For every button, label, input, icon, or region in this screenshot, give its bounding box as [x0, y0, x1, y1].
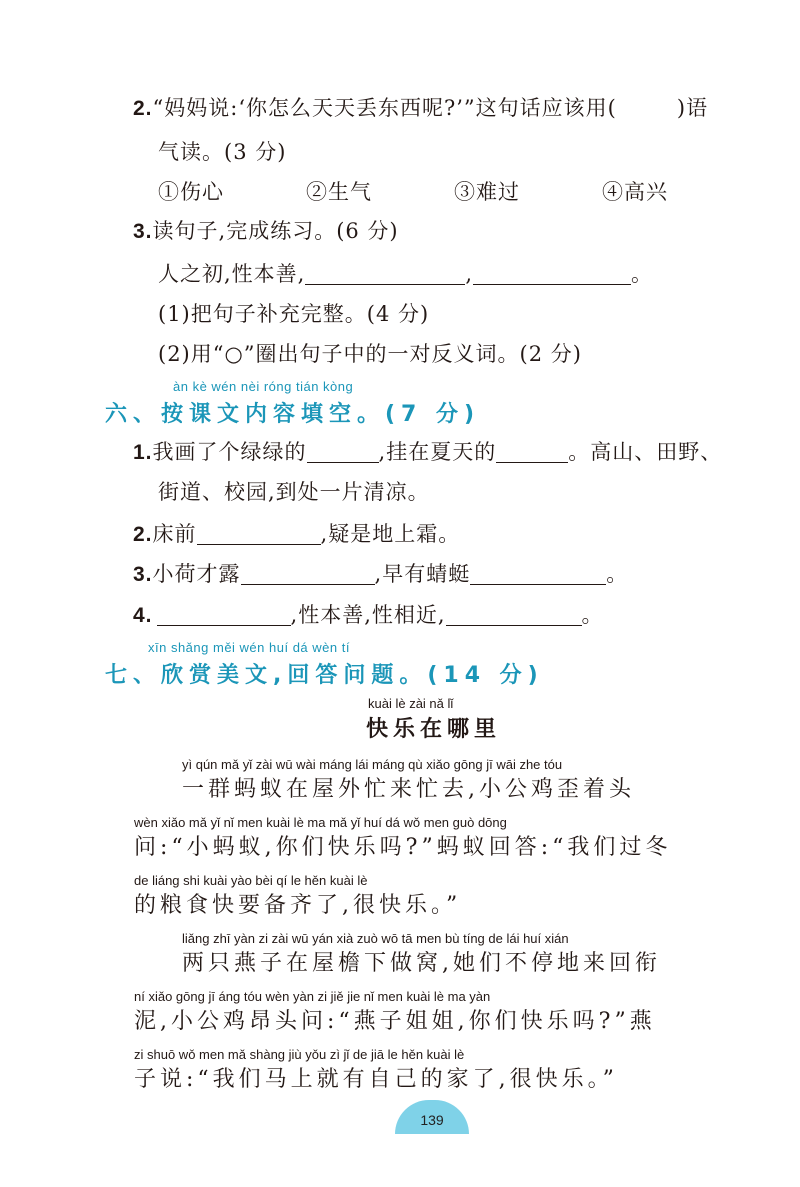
- article-line2: 问:“小蚂蚁,你们快乐吗?”蚂蚁回答:“我们过冬: [134, 835, 672, 860]
- s6-item2-number: 2.: [133, 523, 153, 546]
- s6-item1-blank-1[interactable]: [307, 440, 379, 463]
- q2-option-3[interactable]: ③难过: [454, 180, 520, 204]
- q3-title-line: [133, 217, 399, 246]
- article-title: 快乐在哪里: [366, 717, 502, 742]
- article-line5: 泥,小公鸡昂头问:“燕子姐姐,你们快乐吗?”燕: [134, 1009, 656, 1034]
- q3-sub1: (1)把句子补充完整。(4 分): [158, 302, 430, 326]
- s6-item2-text-b: ,疑是地上霜。: [320, 522, 461, 546]
- q3-title: 读句子,完成练习。(6 分): [152, 219, 399, 243]
- s6-item3-number: 3.: [133, 563, 153, 586]
- article-line1-pinyin: yì qún mǎ yǐ zài wū wài máng lái máng qù xiǎo gōng jī wāi zhe tóu: [182, 757, 563, 772]
- s6-item1-number: 1.: [133, 441, 153, 464]
- article-line1: 一群蚂蚁在屋外忙来忙去,小公鸡歪着头: [182, 777, 635, 802]
- section6-title: 六、按课文内容填空。(7 分): [105, 402, 481, 427]
- q3-blank-1[interactable]: [305, 262, 465, 285]
- s6-item1-line1: [133, 438, 722, 467]
- q2-line2: 气读。(3 分): [158, 140, 287, 164]
- s6-item1-line2: 街道、校园,到处一片清凉。: [158, 480, 430, 504]
- s6-item4-number: 4.: [133, 604, 153, 627]
- q2-text-a: “妈妈说:‘你怎么天天丢东西呢?’”这句话应该用(: [152, 96, 617, 120]
- section7-title: 七、欣赏美文,回答问题。(14 分): [105, 663, 544, 688]
- q3-number: 3.: [133, 220, 153, 243]
- section7-pinyin: xīn shǎng měi wén huí dá wèn tí: [148, 640, 350, 655]
- s6-item4-blank-2[interactable]: [446, 603, 582, 626]
- q2-number: 2.: [133, 97, 153, 120]
- s6-item3-text-c: 。: [606, 562, 629, 586]
- s6-item3-blank-1[interactable]: [241, 562, 375, 585]
- q3-sentence-a: 人之初,性本善,: [158, 262, 306, 286]
- s6-item3: [133, 560, 628, 589]
- q3-sentence: [158, 260, 653, 288]
- q3-sub2: (2)用“○”圈出句子中的一对反义词。(2 分): [158, 342, 582, 366]
- s6-item3-text-a: 小荷才露: [152, 562, 241, 586]
- article-line2-pinyin: wèn xiǎo mǎ yǐ nǐ men kuài lè ma mǎ yǐ huí dá wǒ men guò dōng: [134, 815, 507, 830]
- s6-item4-text-b: ,性本善,性相近,: [290, 603, 446, 627]
- q2-option-1[interactable]: ①伤心: [158, 180, 224, 204]
- q3-sentence-c: 。: [631, 262, 654, 286]
- q2-option-2[interactable]: ②生气: [306, 180, 372, 204]
- q2-option-4[interactable]: ④高兴: [602, 180, 668, 204]
- article-line4: 两只燕子在屋檐下做窝,她们不停地来回衔: [182, 951, 661, 976]
- article-line6-pinyin: zi shuō wǒ men mǎ shàng jiù yǒu zì jǐ de jiā le hěn kuài lè: [134, 1047, 465, 1062]
- s6-item1-text-a: 我画了个绿绿的: [152, 440, 307, 464]
- s6-item3-text-b: ,早有蜻蜓: [374, 562, 471, 586]
- s6-item2-text-a: 床前: [152, 522, 197, 546]
- s6-item2-blank[interactable]: [197, 522, 321, 545]
- article-line6: 子说:“我们马上就有自己的家了,很快乐。”: [134, 1067, 618, 1092]
- q3-sentence-b: ,: [465, 262, 474, 286]
- s6-item2: [133, 520, 460, 549]
- s6-item1-blank-2[interactable]: [496, 440, 568, 463]
- s6-item4: [133, 601, 604, 630]
- q2-line1: [133, 94, 708, 123]
- s6-item1-text-b: ,挂在夏天的: [378, 440, 497, 464]
- q2-text-b: )语: [676, 96, 709, 120]
- article-line4-pinyin: liǎng zhī yàn zi zài wū yán xià zuò wō tā men bù tíng de lái huí xián: [182, 931, 569, 946]
- s6-item4-blank-1[interactable]: [157, 603, 291, 626]
- s6-item1-text-c: 。高山、田野、: [568, 440, 723, 464]
- article-title-pinyin: kuài lè zài nǎ lǐ: [368, 696, 454, 711]
- q3-blank-2[interactable]: [473, 262, 631, 285]
- section6-pinyin: àn kè wén nèi róng tián kòng: [173, 379, 354, 394]
- article-line5-pinyin: ní xiǎo gōng jī áng tóu wèn yàn zi jiě jie nǐ men kuài lè ma yàn: [134, 989, 491, 1004]
- s6-item3-blank-2[interactable]: [470, 562, 606, 585]
- article-line3: 的粮食快要备齐了,很快乐。”: [134, 893, 462, 918]
- article-line3-pinyin: de liáng shi kuài yào bèi qí le hěn kuài lè: [134, 873, 368, 888]
- s6-item4-text-c: 。: [581, 603, 604, 627]
- page-number: 139: [395, 1100, 469, 1134]
